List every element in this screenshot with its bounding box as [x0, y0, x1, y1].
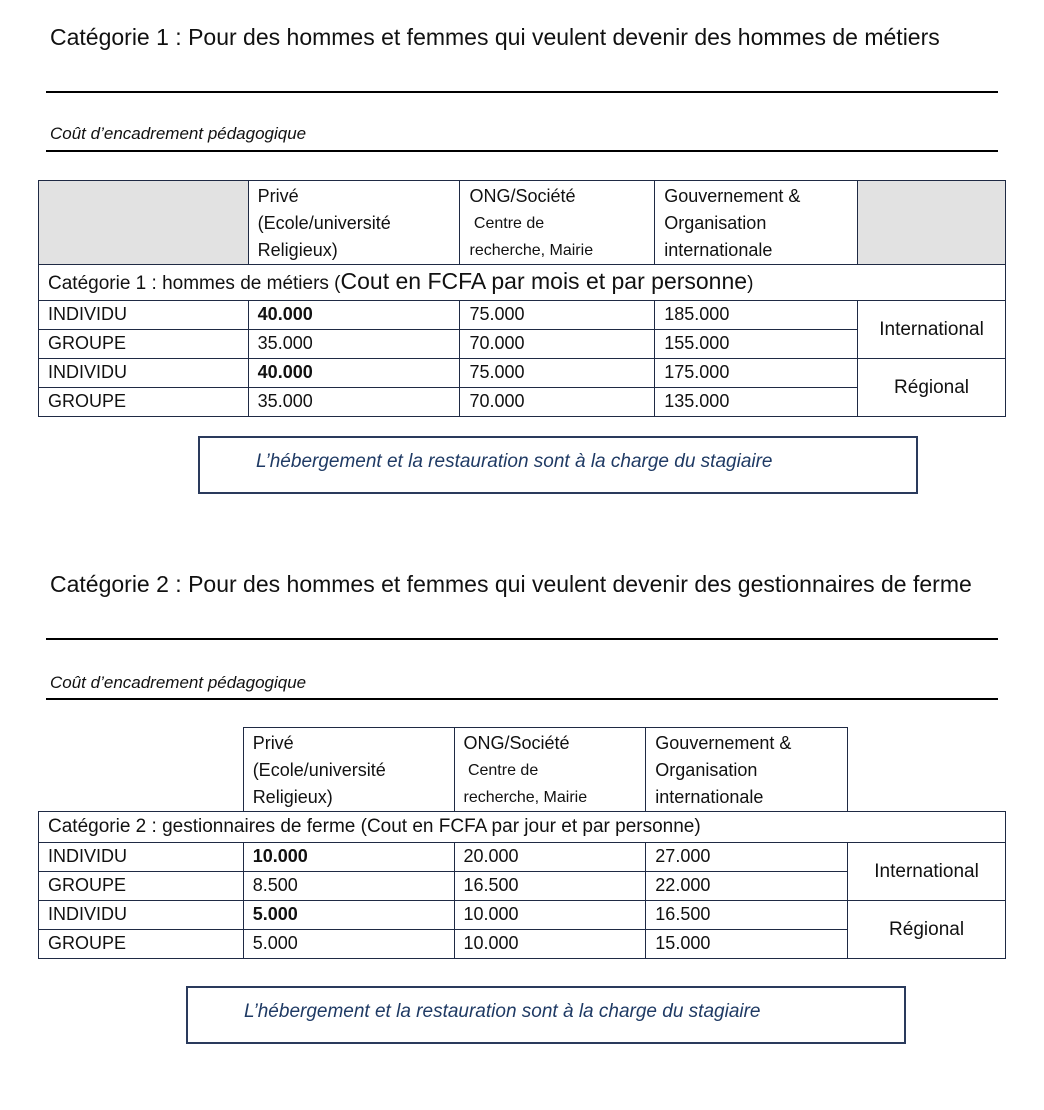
cell-prive: 5.000	[243, 901, 454, 930]
category-row	[39, 812, 1006, 843]
table-row	[39, 359, 1006, 388]
cell-gouv: 15.000	[646, 930, 848, 959]
header-empty-cell	[39, 728, 244, 812]
category-row	[39, 265, 1006, 301]
cell-gouv: 185.000	[655, 301, 858, 330]
note-box-1	[198, 436, 918, 494]
col-header-prive: Privé (Ecole/université Religieux)	[248, 181, 460, 265]
table-header-row	[39, 728, 1006, 812]
cell-ong: 16.500	[454, 872, 646, 901]
row-type: GROUPE	[39, 930, 244, 959]
row-type: INDIVIDU	[39, 359, 249, 388]
section-1-heading: Catégorie 1 : Pour des hommes et femmes qui veulent devenir des hommes de métiers	[50, 24, 940, 50]
col-header-prive: Privé (Ecole/université Religieux)	[243, 728, 454, 812]
section-2-heading: Catégorie 2 : Pour des hommes et femmes qui veulent devenir des gestionnaires de ferme	[50, 571, 972, 597]
scope-regional: Régional	[848, 901, 1006, 959]
cell-gouv: 175.000	[655, 359, 858, 388]
row-type: INDIVIDU	[39, 901, 244, 930]
cell-ong: 70.000	[460, 330, 655, 359]
header-empty-cell	[39, 181, 249, 265]
cell-prive: 35.000	[248, 330, 460, 359]
col-header-gouv: Gouvernement & Organisation internationale	[655, 181, 858, 265]
note-text: L’hébergement et la restauration sont à la charge du stagiaire	[244, 1001, 761, 1022]
row-type: INDIVIDU	[39, 843, 244, 872]
cell-prive: 40.000	[248, 359, 460, 388]
header-empty-cell	[858, 181, 1006, 265]
cell-gouv: 27.000	[646, 843, 848, 872]
note-text: L’hébergement et la restauration sont à la charge du stagiaire	[256, 451, 773, 472]
row-type: GROUPE	[39, 388, 249, 417]
category-label: Catégorie 1 : hommes de métiers (Cout en FCFA par mois et par personne)	[39, 265, 1006, 301]
table-row	[39, 843, 1006, 872]
section-1-subtitle-rule	[46, 150, 998, 152]
cell-prive: 40.000	[248, 301, 460, 330]
table-header-row	[39, 181, 1006, 265]
section-2-subtitle: Coût d’encadrement pédagogique	[50, 673, 307, 692]
row-type: GROUPE	[39, 330, 249, 359]
cost-table-2	[38, 727, 1006, 959]
col-header-ong: ONG/Société Centre de recherche, Mairie	[460, 181, 655, 265]
cell-prive: 10.000	[243, 843, 454, 872]
cell-prive: 8.500	[243, 872, 454, 901]
header-empty-cell	[848, 728, 1006, 812]
cell-prive: 35.000	[248, 388, 460, 417]
col-header-ong: ONG/Société Centre de recherche, Mairie	[454, 728, 646, 812]
cell-gouv: 22.000	[646, 872, 848, 901]
row-type: GROUPE	[39, 872, 244, 901]
scope-international: International	[848, 843, 1006, 901]
cell-gouv: 16.500	[646, 901, 848, 930]
category-label: Catégorie 2 : gestionnaires de ferme (Cout en FCFA par jour et par personne)	[39, 812, 1006, 843]
cell-ong: 75.000	[460, 359, 655, 388]
scope-regional: Régional	[858, 359, 1006, 417]
section-1-subtitle: Coût d’encadrement pédagogique	[50, 124, 307, 143]
cost-table-1	[38, 180, 1006, 417]
table-row	[39, 901, 1006, 930]
table-row	[39, 301, 1006, 330]
cell-ong: 10.000	[454, 930, 646, 959]
cell-gouv: 155.000	[655, 330, 858, 359]
section-2-subtitle-rule	[46, 698, 998, 700]
cell-ong: 75.000	[460, 301, 655, 330]
scope-international: International	[858, 301, 1006, 359]
section-1-heading-rule	[46, 91, 998, 93]
cell-ong: 70.000	[460, 388, 655, 417]
note-box-2	[186, 986, 906, 1044]
cell-prive: 5.000	[243, 930, 454, 959]
cell-gouv: 135.000	[655, 388, 858, 417]
col-header-gouv: Gouvernement & Organisation internationale	[646, 728, 848, 812]
cell-ong: 10.000	[454, 901, 646, 930]
row-type: INDIVIDU	[39, 301, 249, 330]
cell-ong: 20.000	[454, 843, 646, 872]
section-2-heading-rule	[46, 638, 998, 640]
